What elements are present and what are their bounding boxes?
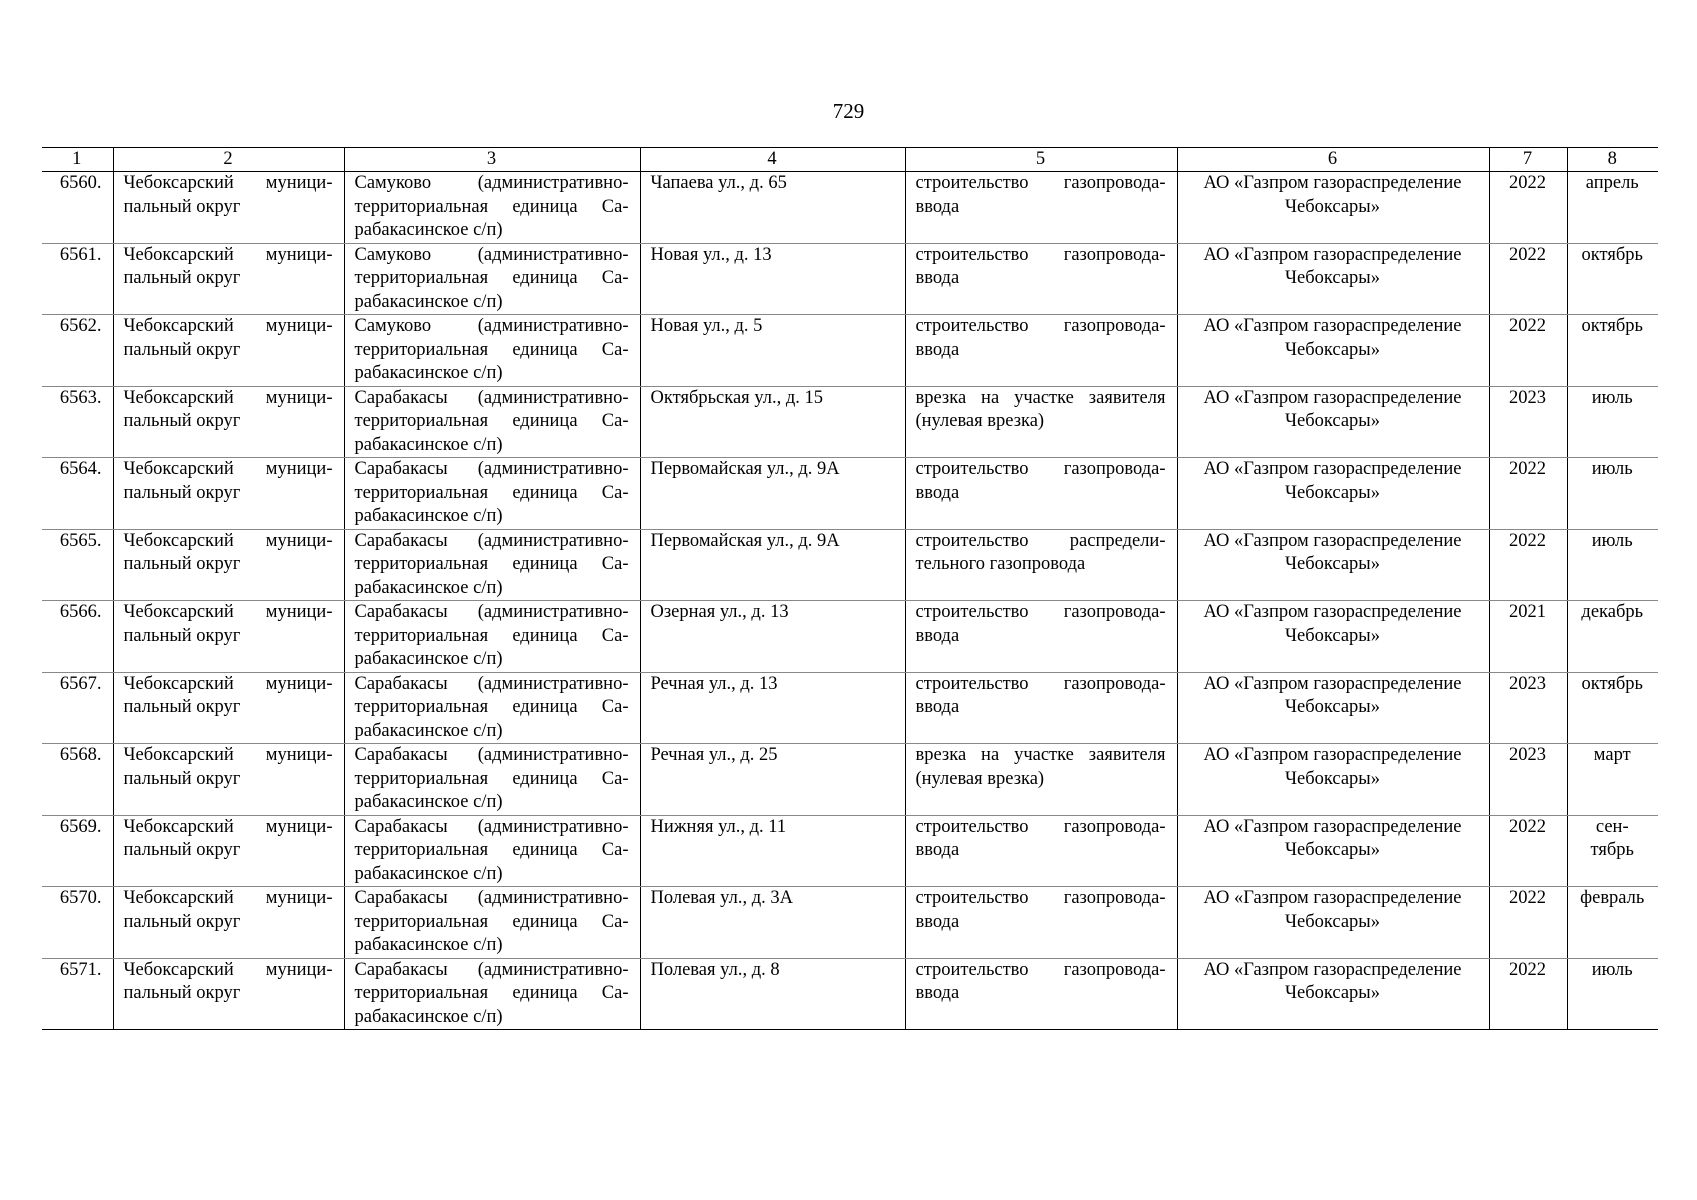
address-cell: Новая ул., д. 5 xyxy=(640,315,905,387)
organization-cell: АО «Газпром газораспределение Чебоксары» xyxy=(1177,243,1489,315)
month-cell: июль xyxy=(1567,386,1658,458)
row-number: 6570. xyxy=(42,887,113,959)
year-cell: 2022 xyxy=(1489,958,1567,1030)
work-type-cell: строительство газопровода-ввода xyxy=(905,958,1177,1030)
header-row xyxy=(42,148,1658,172)
work-type-cell: врезка на участке заявителя (нулевая врезка) xyxy=(905,386,1177,458)
page-number: 729 xyxy=(832,99,865,123)
work-type-cell: строительство газопровода-ввода xyxy=(905,815,1177,887)
district-cell: Чебоксарский муници-пальный округ xyxy=(113,315,344,387)
locality-cell: Сарабакасы (административно-территориальная единица Са-рабакасинское с/п) xyxy=(344,672,640,744)
row-number: 6569. xyxy=(42,815,113,887)
district-cell: Чебоксарский муници-пальный округ xyxy=(113,601,344,673)
address-cell: Речная ул., д. 13 xyxy=(640,672,905,744)
month-cell: декабрь xyxy=(1567,601,1658,673)
work-type-cell: строительство газопровода-ввода xyxy=(905,172,1177,244)
month-cell: сен-тябрь xyxy=(1567,815,1658,887)
address-cell: Полевая ул., д. 3А xyxy=(640,887,905,959)
district-cell: Чебоксарский муници-пальный округ xyxy=(113,672,344,744)
month-cell: октябрь xyxy=(1567,672,1658,744)
address-cell: Первомайская ул., д. 9А xyxy=(640,529,905,601)
locality-cell: Сарабакасы (административно-территориальная единица Са-рабакасинское с/п) xyxy=(344,815,640,887)
locality-cell: Самуково (административно-территориальная единица Са-рабакасинское с/п) xyxy=(344,243,640,315)
organization-cell: АО «Газпром газораспределение Чебоксары» xyxy=(1177,672,1489,744)
address-cell: Речная ул., д. 25 xyxy=(640,744,905,816)
row-number: 6562. xyxy=(42,315,113,387)
column-header: 3 xyxy=(344,148,640,172)
table-row xyxy=(42,744,1658,816)
column-header: 6 xyxy=(1177,148,1489,172)
table-row xyxy=(42,815,1658,887)
locality-cell: Самуково (административно-территориальная единица Са-рабакасинское с/п) xyxy=(344,315,640,387)
district-cell: Чебоксарский муници-пальный округ xyxy=(113,887,344,959)
month-cell: февраль xyxy=(1567,887,1658,959)
organization-cell: АО «Газпром газораспределение Чебоксары» xyxy=(1177,529,1489,601)
table-row xyxy=(42,386,1658,458)
row-number: 6568. xyxy=(42,744,113,816)
month-cell: октябрь xyxy=(1567,243,1658,315)
work-type-cell: строительство газопровода-ввода xyxy=(905,458,1177,530)
organization-cell: АО «Газпром газораспределение Чебоксары» xyxy=(1177,958,1489,1030)
year-cell: 2023 xyxy=(1489,672,1567,744)
district-cell: Чебоксарский муници-пальный округ xyxy=(113,815,344,887)
column-header: 1 xyxy=(42,148,113,172)
month-cell: июль xyxy=(1567,458,1658,530)
locality-cell: Сарабакасы (административно-территориальная единица Са-рабакасинское с/п) xyxy=(344,529,640,601)
work-type-cell: строительство распредели-тельного газопровода xyxy=(905,529,1177,601)
district-cell: Чебоксарский муници-пальный округ xyxy=(113,529,344,601)
year-cell: 2022 xyxy=(1489,815,1567,887)
row-number: 6567. xyxy=(42,672,113,744)
year-cell: 2023 xyxy=(1489,386,1567,458)
organization-cell: АО «Газпром газораспределение Чебоксары» xyxy=(1177,744,1489,816)
row-number: 6561. xyxy=(42,243,113,315)
address-cell: Полевая ул., д. 8 xyxy=(640,958,905,1030)
row-number: 6571. xyxy=(42,958,113,1030)
table-row xyxy=(42,887,1658,959)
month-cell: октябрь xyxy=(1567,315,1658,387)
locality-cell: Сарабакасы (административно-территориальная единица Са-рабакасинское с/п) xyxy=(344,744,640,816)
column-header: 4 xyxy=(640,148,905,172)
locality-cell: Сарабакасы (административно-территориальная единица Са-рабакасинское с/п) xyxy=(344,458,640,530)
address-cell: Нижняя ул., д. 11 xyxy=(640,815,905,887)
table-row xyxy=(42,172,1658,244)
year-cell: 2022 xyxy=(1489,315,1567,387)
month-cell: март xyxy=(1567,744,1658,816)
organization-cell: АО «Газпром газораспределение Чебоксары» xyxy=(1177,315,1489,387)
table-body xyxy=(42,172,1658,1030)
work-type-cell: врезка на участке заявителя (нулевая врезка) xyxy=(905,744,1177,816)
district-cell: Чебоксарский муници-пальный округ xyxy=(113,458,344,530)
table-row xyxy=(42,601,1658,673)
work-type-cell: строительство газопровода-ввода xyxy=(905,315,1177,387)
year-cell: 2022 xyxy=(1489,529,1567,601)
address-cell: Первомайская ул., д. 9А xyxy=(640,458,905,530)
row-number: 6564. xyxy=(42,458,113,530)
year-cell: 2022 xyxy=(1489,172,1567,244)
column-header: 2 xyxy=(113,148,344,172)
table-row xyxy=(42,458,1658,530)
address-cell: Чапаева ул., д. 65 xyxy=(640,172,905,244)
row-number: 6565. xyxy=(42,529,113,601)
organization-cell: АО «Газпром газораспределение Чебоксары» xyxy=(1177,601,1489,673)
month-cell: июль xyxy=(1567,529,1658,601)
year-cell: 2023 xyxy=(1489,744,1567,816)
column-header: 7 xyxy=(1489,148,1567,172)
address-cell: Озерная ул., д. 13 xyxy=(640,601,905,673)
address-cell: Новая ул., д. 13 xyxy=(640,243,905,315)
locality-cell: Сарабакасы (административно-территориальная единица Са-рабакасинское с/п) xyxy=(344,601,640,673)
row-number: 6560. xyxy=(42,172,113,244)
year-cell: 2022 xyxy=(1489,243,1567,315)
table-row xyxy=(42,529,1658,601)
district-cell: Чебоксарский муници-пальный округ xyxy=(113,172,344,244)
table-row xyxy=(42,672,1658,744)
month-cell: апрель xyxy=(1567,172,1658,244)
year-cell: 2022 xyxy=(1489,887,1567,959)
row-number: 6563. xyxy=(42,386,113,458)
column-header: 5 xyxy=(905,148,1177,172)
work-type-cell: строительство газопровода-ввода xyxy=(905,601,1177,673)
locality-cell: Сарабакасы (административно-территориальная единица Са-рабакасинское с/п) xyxy=(344,887,640,959)
organization-cell: АО «Газпром газораспределение Чебоксары» xyxy=(1177,887,1489,959)
district-cell: Чебоксарский муници-пальный округ xyxy=(113,386,344,458)
organization-cell: АО «Газпром газораспределение Чебоксары» xyxy=(1177,458,1489,530)
registry-table xyxy=(42,147,1658,1030)
column-header: 8 xyxy=(1567,148,1658,172)
work-type-cell: строительство газопровода-ввода xyxy=(905,672,1177,744)
month-cell: июль xyxy=(1567,958,1658,1030)
district-cell: Чебоксарский муници-пальный округ xyxy=(113,243,344,315)
organization-cell: АО «Газпром газораспределение Чебоксары» xyxy=(1177,386,1489,458)
organization-cell: АО «Газпром газораспределение Чебоксары» xyxy=(1177,815,1489,887)
table-row xyxy=(42,958,1658,1030)
address-cell: Октябрьская ул., д. 15 xyxy=(640,386,905,458)
year-cell: 2021 xyxy=(1489,601,1567,673)
organization-cell: АО «Газпром газораспределение Чебоксары» xyxy=(1177,172,1489,244)
table-header xyxy=(42,148,1658,172)
table-row xyxy=(42,243,1658,315)
locality-cell: Сарабакасы (административно-территориальная единица Са-рабакасинское с/п) xyxy=(344,958,640,1030)
locality-cell: Сарабакасы (административно-территориальная единица Са-рабакасинское с/п) xyxy=(344,386,640,458)
district-cell: Чебоксарский муници-пальный округ xyxy=(113,744,344,816)
locality-cell: Самуково (административно-территориальная единица Са-рабакасинское с/п) xyxy=(344,172,640,244)
work-type-cell: строительство газопровода-ввода xyxy=(905,243,1177,315)
table-row xyxy=(42,315,1658,387)
row-number: 6566. xyxy=(42,601,113,673)
year-cell: 2022 xyxy=(1489,458,1567,530)
district-cell: Чебоксарский муници-пальный округ xyxy=(113,958,344,1030)
work-type-cell: строительство газопровода-ввода xyxy=(905,887,1177,959)
